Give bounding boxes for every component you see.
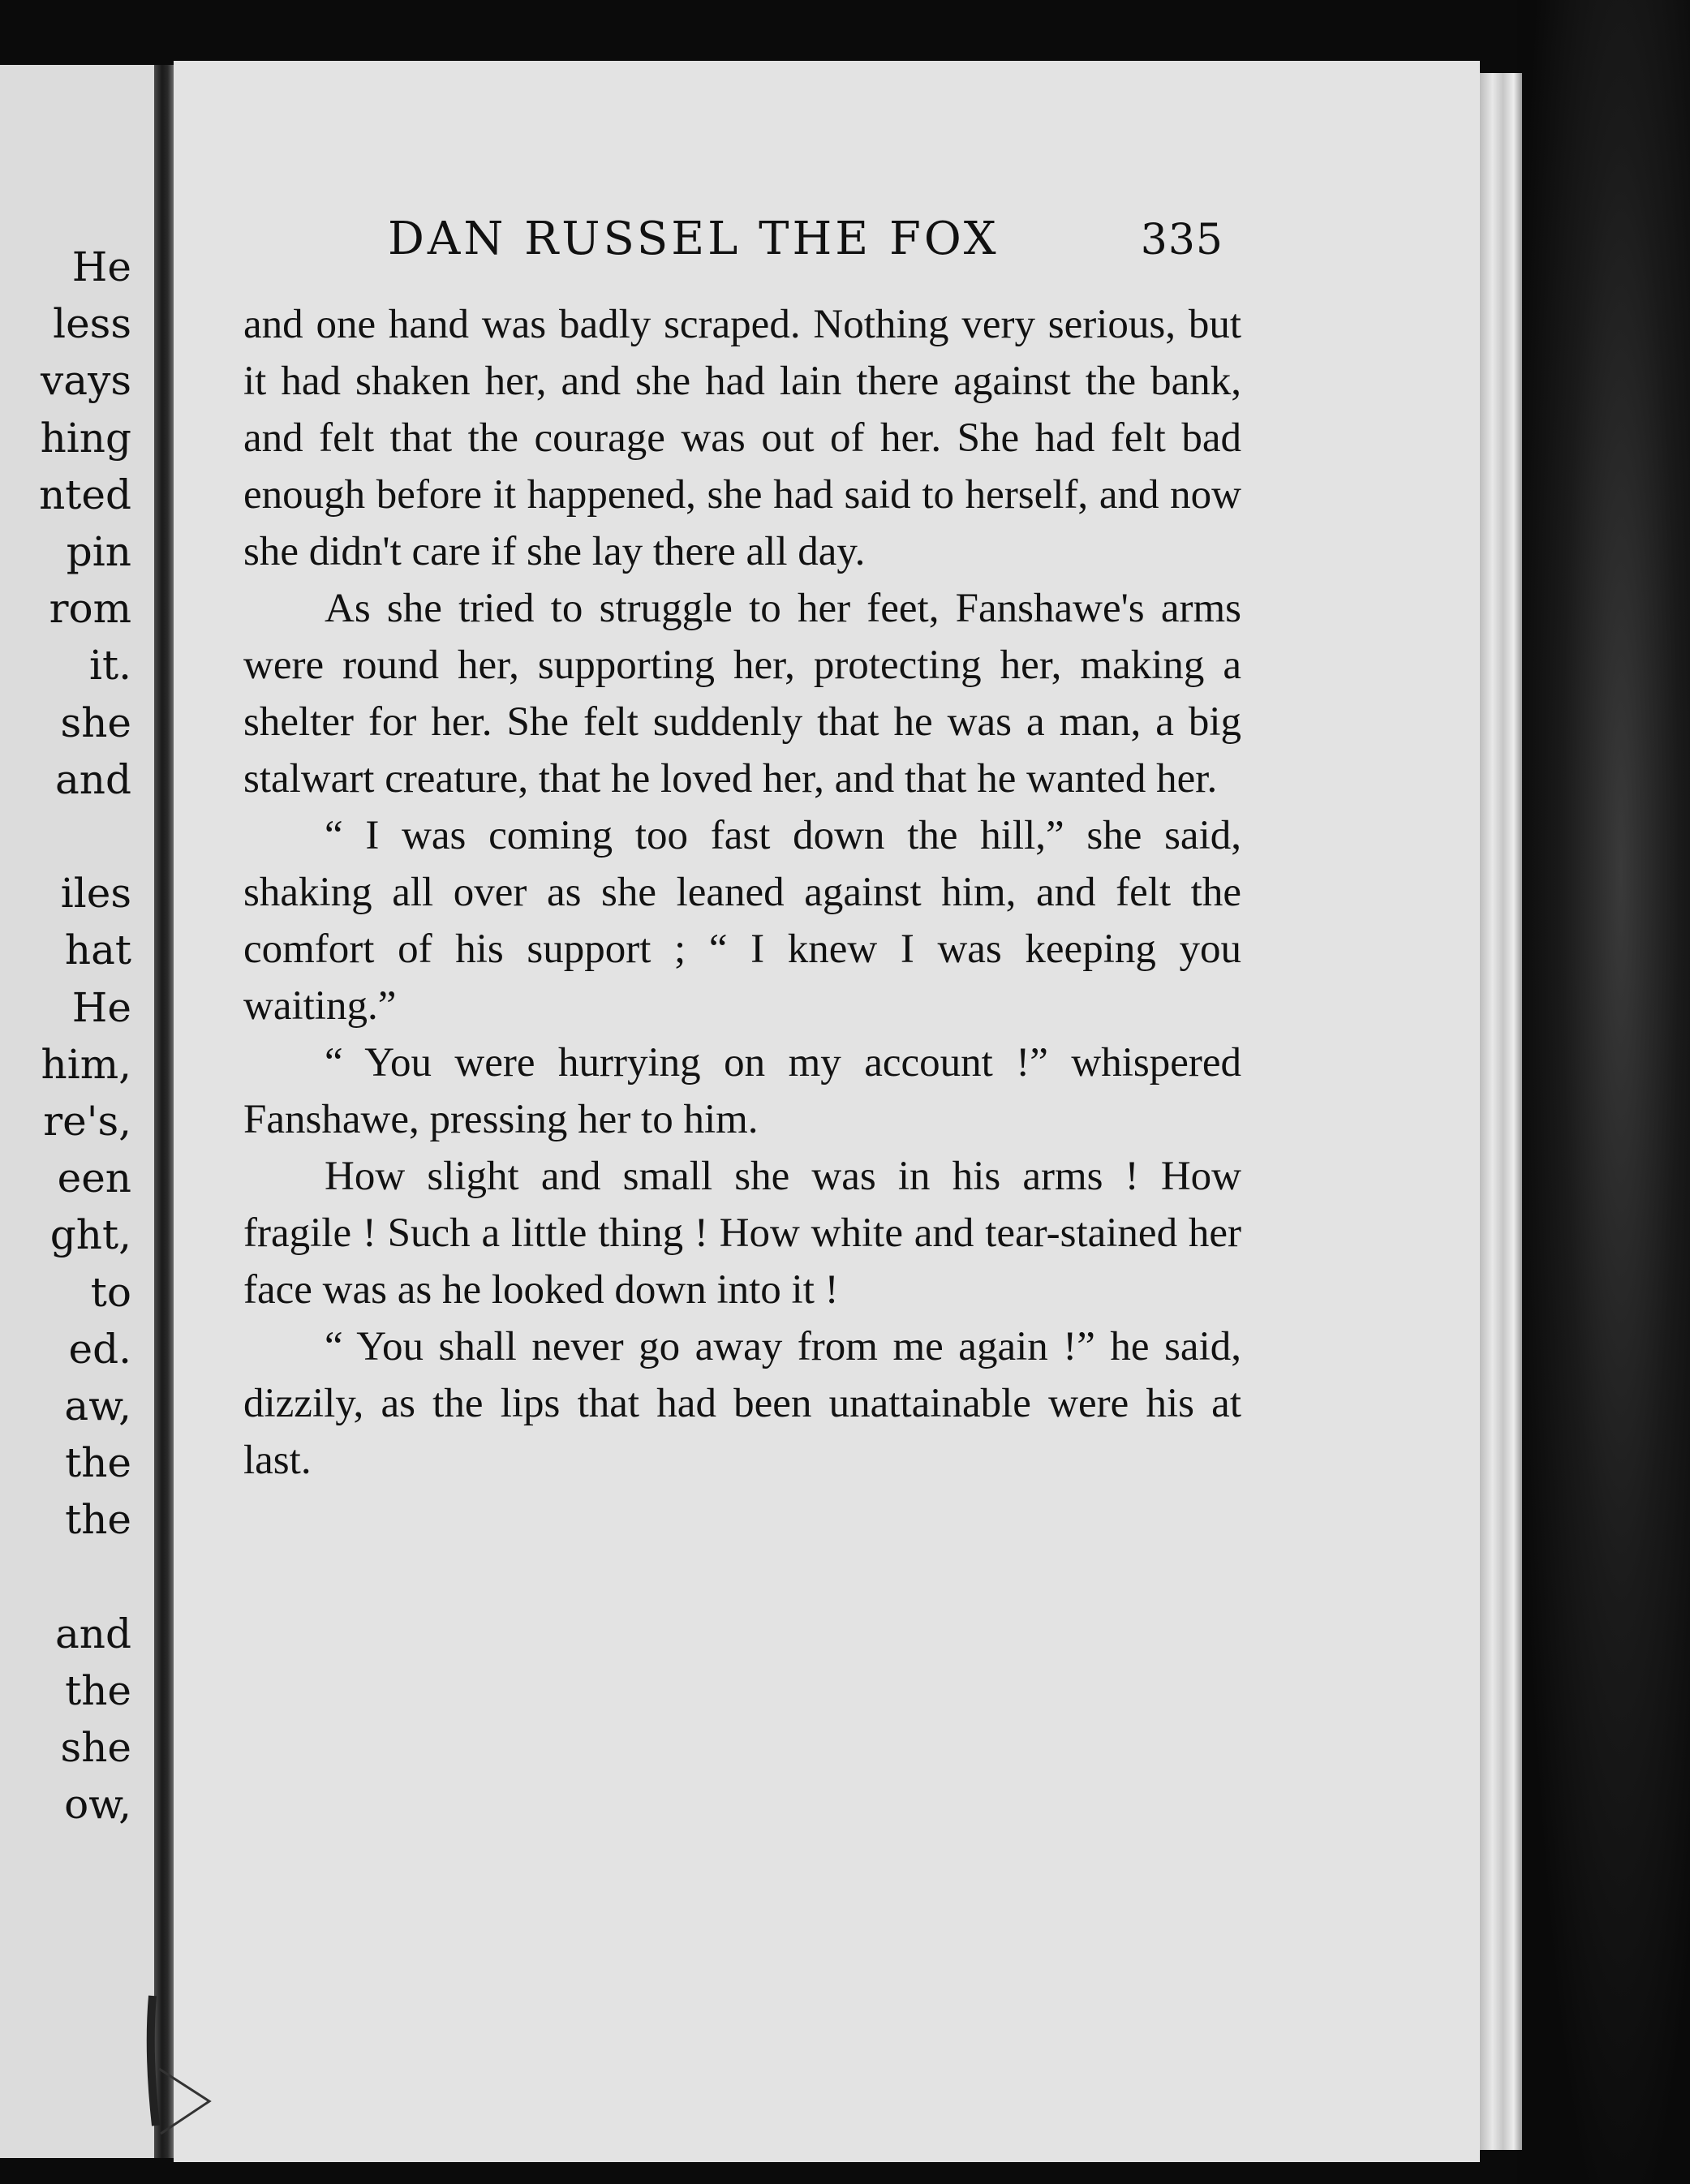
facing-page-fragment: aw, [64, 1382, 131, 1429]
facing-page-fragment: ght, [49, 1211, 131, 1259]
facing-page-fragment: less [53, 300, 131, 348]
facing-page-fragment: een [57, 1154, 131, 1202]
facing-page-fragment: hing [40, 414, 131, 462]
facing-page-fragment: He [71, 983, 131, 1031]
scanner-background [1517, 0, 1690, 2184]
facing-page-fragment: ed. [68, 1325, 131, 1373]
paragraph-1: and one hand was badly scraped. Nothing very serious, but it had shaken her, and she had lain there against the bank, and felt that the courage was out of her. She had felt bad enough before it happened, she had said to herself, and now she didn't care if she lay there all day. [243, 302, 1241, 574]
facing-page-fragment: the [65, 1667, 131, 1714]
body-text [243, 296, 1241, 1489]
facing-page-fragment: the [65, 1439, 131, 1487]
facing-page-fragment: re's, [43, 1098, 131, 1145]
page-edge [1480, 73, 1522, 2150]
facing-page-fragment: nted [39, 471, 131, 518]
facing-page-fragment: to [90, 1268, 131, 1316]
facing-page-fragment: He [71, 243, 131, 290]
facing-page-fragment: and [54, 755, 131, 803]
paragraph-3: “ I was coming too fast down the hill,” she said, shaking all over as she leaned against him, and felt the comfort of his support ; “ I knew I was keeping you waiting.” [243, 813, 1241, 1029]
running-title: DAN RUSSEL THE FOX [388, 213, 1000, 265]
paragraph-2: As she tried to struggle to her feet, Fanshawe's arms were round her, supporting her, protecting her, making a shelter for her. She felt suddenly that he was a man, a big stalwart creature, that he loved her, and that he wanted her. [243, 586, 1241, 802]
page-number: 335 [1140, 216, 1223, 264]
binding-mark [144, 1980, 242, 2142]
running-header [388, 213, 1223, 269]
facing-page-fragment: she [60, 1724, 131, 1772]
paragraph-6: “ You shall never go away from me again !” he said, dizzily, as the lips that had been unattainable were his at last. [243, 1324, 1241, 1483]
facing-page-fragment: ow, [64, 1781, 131, 1829]
facing-page-fragment: iles [60, 870, 131, 918]
facing-page-fragment: it. [89, 642, 131, 690]
facing-page [0, 65, 154, 2158]
book-gutter [154, 65, 174, 2158]
facing-page-fragment: pin [66, 528, 131, 575]
paragraph-5: How slight and small she was in his arms ! How fragile ! Such a little thing ! How white and tear-stained her face was as he looked down into it ! [243, 1154, 1241, 1313]
facing-page-fragment: the [65, 1496, 131, 1544]
facing-page-fragment: him, [41, 1040, 131, 1088]
facing-page-fragment: vays [41, 357, 131, 405]
facing-page-fragment: she [60, 699, 131, 746]
facing-page-fragment: rom [49, 585, 131, 633]
facing-page-fragment: hat [64, 926, 131, 974]
facing-page-fragment: and [54, 1610, 131, 1657]
paragraph-4: “ You were hurrying on my account !” whispered Fanshawe, pressing her to him. [243, 1040, 1241, 1142]
